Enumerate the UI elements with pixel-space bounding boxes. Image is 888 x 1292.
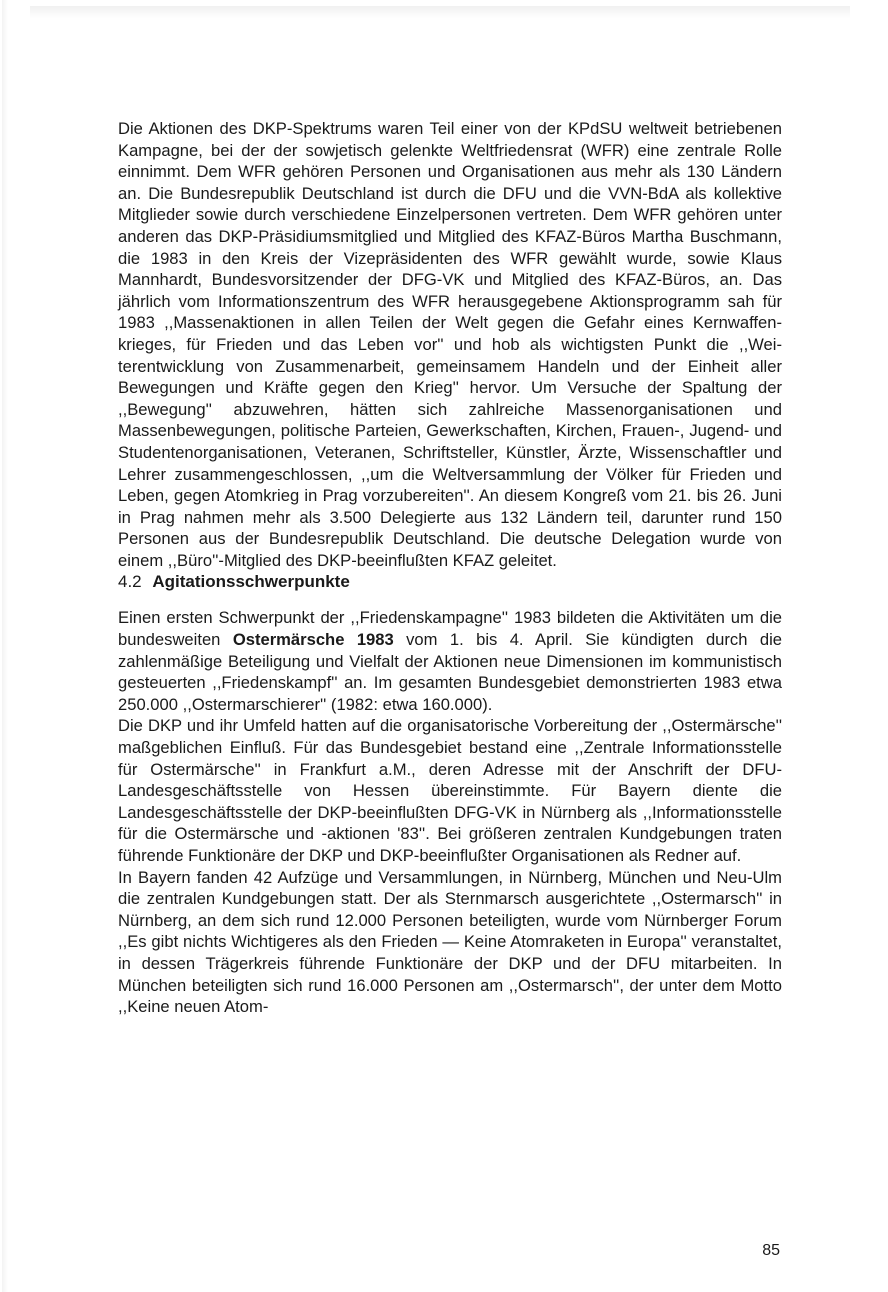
section-heading (118, 571, 782, 593)
paragraph-bayern: In Bayern fanden 42 Aufzüge und Versammlungen, in Nürnberg, München und Neu-Ulm die zentralen Kundgebungen statt. Der als Sternmarsch ausgerichtete ,,Ostermarsch'' in Nürnberg, an dem sich rund 12.000 Personen beteiligten, wurde vom Nürnberger Forum ,,Es gibt nichts Wichtigeres als den Frieden — Keine Atomraketen in Europa'' veranstaltet, in dessen Trägerkreis führende Funktionäre der DKP und der DFU mitarbeiten. In München beteiligten sich rund 16.000 Personen am ,,Ostermarsch'', der unter dem Motto ,,Keine neuen Atom- (118, 867, 782, 1017)
scan-shadow-left (2, 0, 8, 1292)
paragraph-organisation: Die DKP und ihr Umfeld hatten auf die organisatorische Vorbereitung der ,,Ostermärsche'' maßgeblichen Einfluß. Für das Bundesgebiet bestand eine ,,Zentrale Informationsstelle für Ostermärsche'' in Frankfurt a.M., deren Adresse mit der Anschrift der DFU-Landesgeschäftsstelle von Hessen übereinstimmte. Für Bayern diente die Landesgeschäftsstelle der DKP-beeinflußten DFG-VK in Nürnberg als ,,Informationsstelle für die Ostermärsche und -aktionen '83''. Bei größeren zentralen Kundgebungen traten führende Funktionäre der DKP und DKP-beeinflußter Organisationen als Redner auf. (118, 716, 782, 865)
section-number: 4.2 (118, 572, 142, 592)
document-page (118, 118, 782, 1018)
paragraph-weltfriedensrat: Die Aktionen des DKP-Spektrums waren Teil einer von der KPdSU weltweit betriebenen Kampagne, bei der der sowjetisch gelenkte Weltfriedensrat (WFR) eine zentrale Rolle einnimmt. Dem WFR gehören Personen und Organisationen aus mehr als 130 Ländern an. Die Bundesrepublik Deutschland ist durch die DFU und die VVN-BdA als kollektive Mitglieder sowie durch verschiedene Einzelpersonen vertreten. Dem WFR gehören unter anderen das DKP-Präsidiumsmitglied und Mitglied des KFAZ-Büros Martha Buschmann, die 1983 in den Kreis der Vizepräsidenten des WFR gewählt wurde, sowie Klaus Mannhardt, Bundesvorsitzender der DFG-VK und Mitglied des KFAZ-Büros, an. Das jährlich vom Informationszentrum des WFR herausgegebene Aktionsprogramm sah für 1983 ,,Massenaktionen in allen Teilen der Welt gegen die Gefahr eines Kernwaffenkrieges, für Frieden und das Leben vor'' und hob als wichtigsten Punkt die ,,Weiterentwicklung von Zusammenarbeit, gemeinsamem Handeln und der Einheit aller Bewegungen und Kräfte gegen den Krieg'' hervor. Um Versuche der Spaltung der ,,Bewegung'' abzuwehren, hätten sich zahlreiche Massenorganisationen und Massenbewegungen, politische Parteien, Gewerkschaften, Kirchen, Frauen-, Jugend- und Studentenorganisationen, Veteranen, Schriftsteller, Künstler, Ärzte, Wissenschaftler und Lehrer zusammengeschlossen, ,,um die Weltversammlung der Völker für Frieden und Leben, gegen Atomkrieg in Prag vorzubereiten''. An diesem Kongreß vom 21. bis 26. Juni in Prag nahmen mehr als 3.500 Delegierte aus 132 Ländern teil, darunter rund 150 Personen aus der Bundesrepublik Deutschland. Die deutsche Delegation wurde von einem ,,Büro''-Mitglied des DKP-beeinflußten KFAZ geleitet. (118, 119, 782, 570)
paragraph-ostermaersche-emphasis: Ostermärsche 1983 (232, 630, 394, 650)
section-title: Agitationsschwerpunkte (152, 572, 350, 592)
page-number: 85 (762, 1242, 780, 1259)
paragraph-ostermaersche (118, 607, 782, 715)
paragraph-ostermaersche-text-2: vom 1. bis 4. April. Sie kündigten durch die zahlenmäßige Beteiligung und Vielfalt der Aktionen neue Dimensionen im kommunistisch gesteuerten ,,Friedenskampf'' an. Im gesamten Bundesgebiet demonstrierten 1983 etwa 250.000 ,,Ostermarschierer'' (1982: etwa 160.000). (118, 630, 782, 714)
paragraph-ostermaersche-text-1: Einen ersten Schwerpunkt der ,,Friedenskampagne'' 1983 bildeten die Aktivitäten um die bundesweiten (118, 608, 782, 650)
scan-shadow-top (30, 6, 850, 18)
